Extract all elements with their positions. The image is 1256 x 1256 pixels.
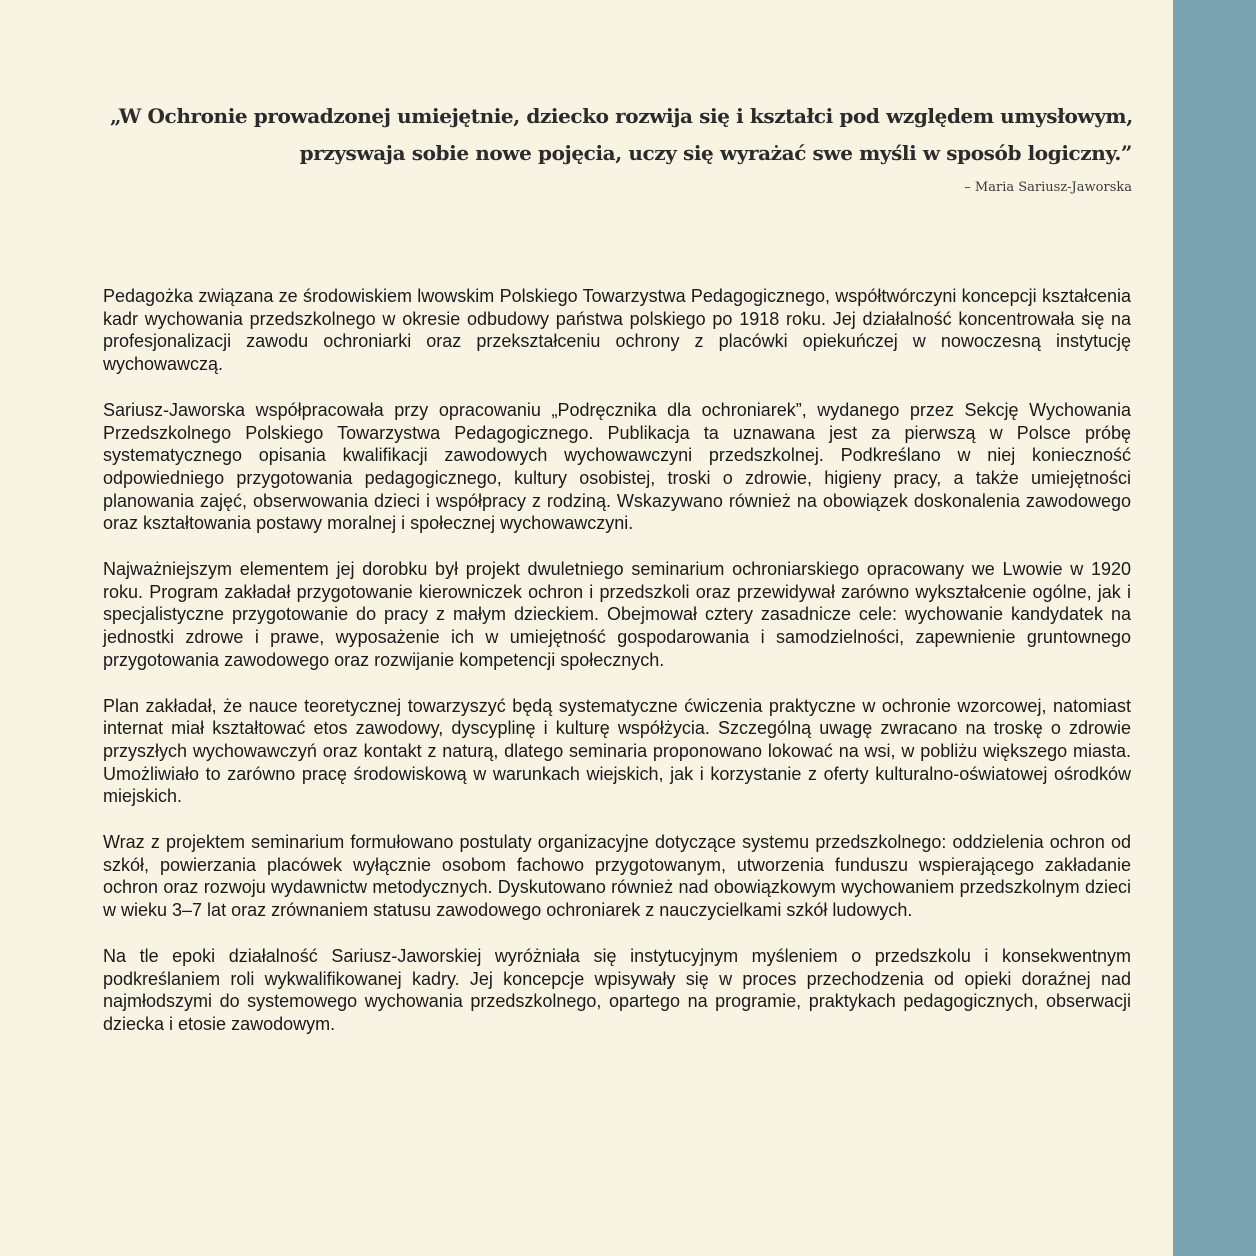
paragraph-5: Wraz z projektem seminarium formułowano postulaty organizacyjne dotyczące systemu przedszkolnego: oddzielenia ochron od szkół, powierzania placówek wyłącznie osobom fachowo przygotowanym, utworzenia funduszu wspierającego zakładanie ochron oraz rozwoju wydawnictw metodycznych. Dyskutowano również nad obowiązkowym wychowaniem przedszkolnym dzieci w wieku 3–7 lat oraz zrównaniem statusu zawodowego ochroniarek z nauczycielkami szkół ludowych.	[103, 832, 1131, 921]
quote-line-2: przyswaja sobie nowe pojęcia, uczy się wyrażać swe myśli w sposób logiczny.”	[299, 141, 1132, 165]
quote-block	[110, 98, 1132, 197]
quote-author: – Maria Sariusz-Jaworska	[964, 180, 1132, 195]
biography-text	[103, 285, 1131, 1059]
quote-line-1: „W Ochronie prowadzonej umiejętnie, dziecko rozwija się i kształci pod względem umysłowym,	[110, 104, 1133, 128]
paragraph-1: Pedagożka związana ze środowiskiem lwowskim Polskiego Towarzystwa Pedagogicznego, współtwórczyni koncepcji kształcenia kadr wychowania przedszkolnego w okresie odbudowy państwa polskiego po 1918 roku. Jej działalność koncentrowała się na profesjonalizacji zawodu ochroniarki oraz przekształceniu ochrony z placówki opiekuńczej w nowoczesną instytucję wychowawczą.	[103, 286, 1131, 375]
paragraph-4: Plan zakładał, że nauce teoretycznej towarzyszyć będą systematyczne ćwiczenia praktyczne w ochronie wzorcowej, natomiast internat miał kształtować etos zawodowy, dyscyplinę i kulturę współżycia. Szczególną uwagę zwracano na troskę o zdrowie przyszłych wychowawczyń oraz kontakt z naturą, dlatego seminaria proponowano lokować na wsi, w pobliżu większego miasta. Umożliwiało to zarówno pracę środowiskową w warunkach wiejskich, jak i korzystanie z oferty kulturalno-oświatowej ośrodków miejskich.	[103, 695, 1131, 807]
quote-text	[110, 98, 1132, 172]
side-color-band	[1173, 0, 1256, 1256]
paragraph-6: Na tle epoki działalność Sariusz-Jaworskiej wyróżniała się instytucyjnym myśleniem o przedszkolu i konsekwentnym podkreślaniem roli wykwalifikowanej kadry. Jej koncepcje wpisywały się w proces przechodzenia od opieki doraźnej nad najmłodszymi do systemowego wychowania przedszkolnego, opartego na programie, praktykach pedagogicznych, obserwacji dziecka i etosie zawodowym.	[103, 945, 1131, 1034]
paragraph-3: Najważniejszym elementem jej dorobku był projekt dwuletniego seminarium ochroniarskiego opracowany we Lwowie w 1920 roku. Program zakładał przygotowanie kierowniczek ochron i przedszkoli oraz przewidywał zarówno wykształcenie ogólne, jak i specjalistyczne przygotowanie do pracy z małym dzieckiem. Obejmował cztery zasadnicze cele: wychowanie kandydatek na jednostki zdrowe i prawe, wyposażenie ich w umiejętność gospodarowania i samodzielności, zapewnienie gruntownego przygotowania zawodowego oraz rozwijanie kompetencji społecznych.	[103, 559, 1131, 670]
paragraph-2: Sariusz-Jaworska współpracowała przy opracowaniu „Podręcznika dla ochroniarek”, wydanego przez Sekcję Wychowania Przedszkolnego Polskiego Towarzystwa Pedagogicznego. Publikacja ta uznawana jest za pierwszą w Polsce próbę systematycznego opisania kwalifikacji zawodowych wychowawczyni przedszkolnej. Podkreślano w niej konieczność odpowiedniego przygotowania pedagogicznego, kultury osobistej, troski o zdrowie, higieny pracy, a także umiejętności planowania zajęć, obserwowania dzieci i współpracy z rodziną. Wskazywano również na obowiązek doskonalenia zawodowego oraz kształtowania postawy moralnej i społecznej wychowawczyni.	[103, 399, 1131, 534]
